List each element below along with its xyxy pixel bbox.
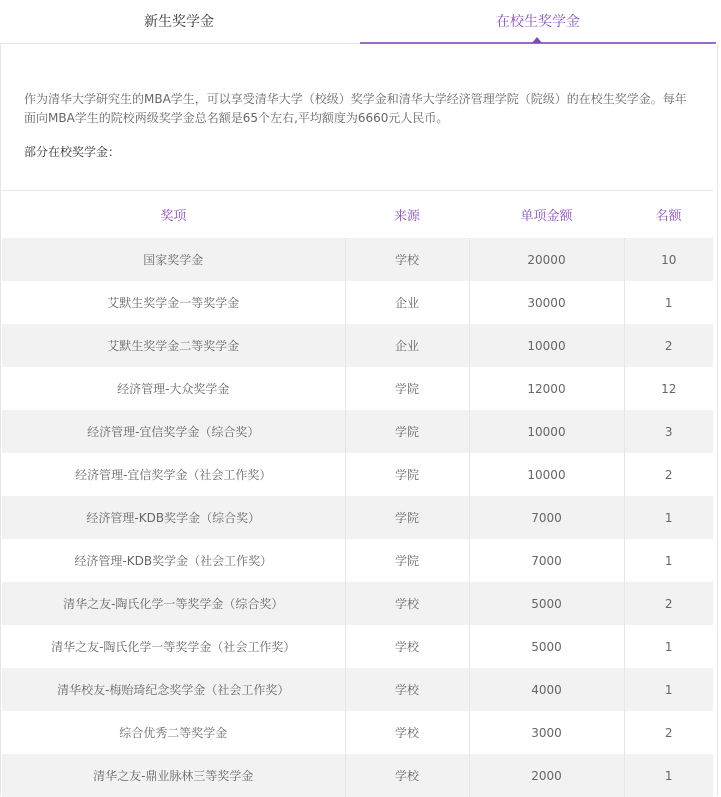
quota: 1 [664, 553, 673, 568]
source: 学校 [345, 668, 469, 711]
award-name: 经济管理-大众奖学金 [2, 367, 345, 410]
table-row [2, 668, 713, 711]
amount: 2000 [469, 754, 624, 797]
quota: 2 [664, 725, 673, 740]
quota: 1 [664, 295, 673, 310]
source: 企业 [345, 324, 469, 367]
source: 学院 [345, 367, 469, 410]
scholarship-table [2, 190, 713, 797]
amount: 5000 [469, 582, 624, 625]
source: 学院 [345, 453, 469, 496]
header-quota: 名额 [624, 191, 713, 239]
source: 学校 [345, 582, 469, 625]
award-name: 清华之友-陶氏化学一等奖学金（综合奖） [2, 582, 345, 625]
amount: 10000 [469, 410, 624, 453]
source: 学院 [345, 496, 469, 539]
source: 学校 [345, 238, 469, 281]
amount: 10000 [469, 324, 624, 367]
table-row [2, 625, 713, 668]
source: 学校 [345, 625, 469, 668]
award-name: 经济管理-宜信奖学金（社会工作奖） [2, 453, 345, 496]
quota: 2 [624, 324, 713, 367]
quota: 1 [624, 496, 713, 539]
award-name: 艾默生奖学金二等奖学金 [2, 324, 345, 367]
amount: 4000 [469, 668, 624, 711]
amount: 5000 [469, 625, 624, 668]
source: 学院 [345, 539, 469, 582]
table-row [2, 754, 713, 797]
amount: 7000 [469, 539, 624, 582]
table-header [2, 191, 713, 239]
table-row [2, 367, 713, 410]
table-row [2, 453, 713, 496]
award-name: 经济管理-KDB奖学金（社会工作奖） [2, 539, 345, 582]
tab-freshman-scholarship[interactable]: 新生奖学金 [144, 14, 214, 30]
header-source: 来源 [345, 191, 469, 239]
award-name: 经济管理-KDB奖学金（综合奖） [2, 496, 345, 539]
quota: 12 [661, 381, 677, 396]
source: 企业 [345, 281, 469, 324]
source: 学院 [345, 410, 469, 453]
active-tab-indicator-icon [532, 37, 542, 43]
amount: 7000 [469, 496, 624, 539]
amount: 12000 [469, 367, 624, 410]
source: 学校 [345, 754, 469, 797]
intro-text: 作为清华大学研究生的MBA学生，可以享受清华大学（校级）奖学金和清华大学经济管理学院（院级）的在校生奖学金。每年面向MBA学生的院校两级奖学金总名额是65个左右,平均额度为6660元人民币。 [24, 92, 687, 125]
table-row [2, 496, 713, 539]
award-name: 清华之友-鼎业脉林三等奖学金 [2, 754, 345, 797]
quota: 1 [624, 668, 713, 711]
amount: 10000 [469, 453, 624, 496]
quota: 10 [624, 238, 713, 281]
award-name: 清华之友-陶氏化学一等奖学金（社会工作奖） [2, 625, 345, 668]
amount: 3000 [469, 711, 624, 754]
header-amount: 单项金额 [469, 191, 624, 239]
table-row [2, 582, 713, 625]
quota: 2 [664, 467, 673, 482]
quota: 1 [624, 754, 713, 797]
award-name: 经济管理-宜信奖学金（综合奖） [2, 410, 345, 453]
award-name: 清华校友-梅贻琦纪念奖学金（社会工作奖） [2, 668, 345, 711]
tab-bar [0, 0, 721, 44]
quota: 3 [624, 410, 713, 453]
table-row [2, 539, 713, 582]
quota: 1 [664, 639, 673, 654]
table-row [2, 324, 713, 367]
section-subheading: 部分在校奖学金： [24, 145, 121, 159]
amount: 20000 [469, 238, 624, 281]
award-name: 国家奖学金 [2, 238, 345, 281]
table-row [2, 281, 713, 324]
award-name: 艾默生奖学金一等奖学金 [2, 281, 345, 324]
header-award: 奖项 [2, 191, 345, 239]
table-row [2, 410, 713, 453]
tab-current-student-scholarship[interactable]: 在校生奖学金 [360, 0, 716, 44]
source: 学校 [345, 711, 469, 754]
table-row [2, 238, 713, 281]
amount: 30000 [469, 281, 624, 324]
award-name: 综合优秀二等奖学金 [2, 711, 345, 754]
table-row [2, 711, 713, 754]
quota: 2 [624, 582, 713, 625]
